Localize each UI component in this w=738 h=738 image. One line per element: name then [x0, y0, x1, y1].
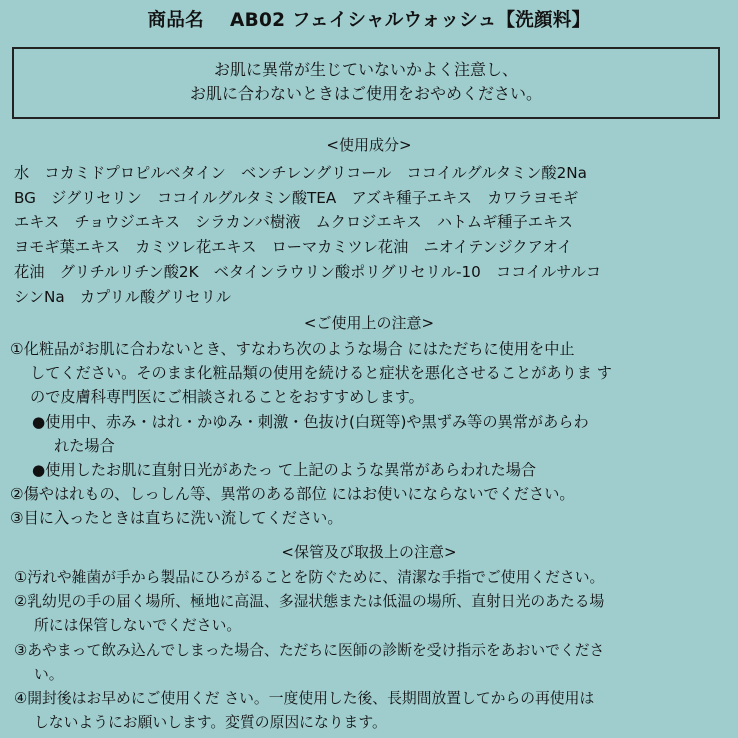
ingredients-line: BG ジグリセリン ココイルグルタミン酸TEA アズキ種子エキス カワラヨモギ	[14, 188, 579, 207]
storage-line: い。	[34, 665, 64, 683]
caution-line: ①化粧品がお肌に合わないとき、すなわち次のような場合 にはただちに使用を中止	[10, 340, 575, 358]
storage-line: ②乳幼児の手の届く場所、極地に高温、多湿状態または低温の場所、直射日光のあたる場	[14, 593, 605, 611]
storage-line: しないようにお願いします。変質の原因になります。	[34, 714, 387, 732]
ingredients-line: 花油 グリチルリチン酸2K ベタインラウリン酸ポリグリセリル-10 ココイルサルコ	[14, 262, 602, 281]
caution-line: してください。そのまま化粧品類の使用を続けると症状を悪化させることがありま す	[30, 364, 612, 383]
caution-bullet: ●使用したお肌に直射日光があたっ て上記のような異常があらわれた場合	[32, 461, 537, 480]
ingredients-line: 水 コカミドプロピルベタイン ベンチレングリコール ココイルグルタミン酸2Na	[14, 164, 587, 182]
caution-line: れた場合	[54, 436, 115, 455]
storage-line: 所には保管しないでください。	[34, 617, 242, 635]
product-title	[0, 6, 738, 32]
product-name-label: 商品名	[147, 10, 204, 31]
warning-line: お肌に合わないときはご使用をおやめください。	[189, 84, 542, 103]
caution-line: ので皮膚科専門医にご相談されることをおすすめします。	[30, 388, 424, 407]
warning-line: お肌に異常が生じていないかよく注意し、	[213, 60, 518, 79]
storage-heading: <保管及び取扱上の注意>	[281, 543, 457, 561]
warning-box	[12, 47, 720, 119]
caution-bullet: ●使用中、赤み・はれ・かゆみ・刺激・色抜け(白斑等)や黒ずみ等の異常があらわ	[32, 412, 589, 431]
cautions-heading: <ご使用上の注意>	[303, 314, 435, 332]
ingredients-list	[14, 161, 730, 309]
storage-line: ④開封後はお早めにご使用くだ さい。一度使用した後、長期間放置してからの再使用は	[14, 690, 595, 708]
caution-line: ③目に入ったときは直ちに洗い流してください。	[10, 509, 343, 528]
cautions-list	[10, 337, 732, 531]
ingredients-line: ヨモギ葉エキス カミツレ花エキス ローマカミツレ花油 ニオイテンジクアオイ	[14, 238, 573, 257]
storage-line: ①汚れや雑菌が手から製品にひろがることを防ぐために、清潔な手指でご使用ください。	[14, 569, 605, 586]
ingredients-heading: <使用成分>	[326, 136, 412, 154]
storage-list	[14, 566, 734, 735]
ingredients-line: シンNa カプリル酸グリセリル	[14, 287, 231, 306]
caution-line: ②傷やはれもの、しっしん等、異常のある部位 にはお使いにならないでください。	[10, 485, 575, 504]
product-name: AB02 フェイシャルウォッシュ【洗顔料】	[229, 10, 591, 31]
storage-line: ③あやまって飲み込んでしまった場合、ただちに医師の診断を受け指示をあおいでくださ	[14, 641, 605, 659]
ingredients-line: エキス チョウジエキス シラカンバ樹液 ムクロジエキス ハトムギ種子エキス	[14, 213, 573, 232]
